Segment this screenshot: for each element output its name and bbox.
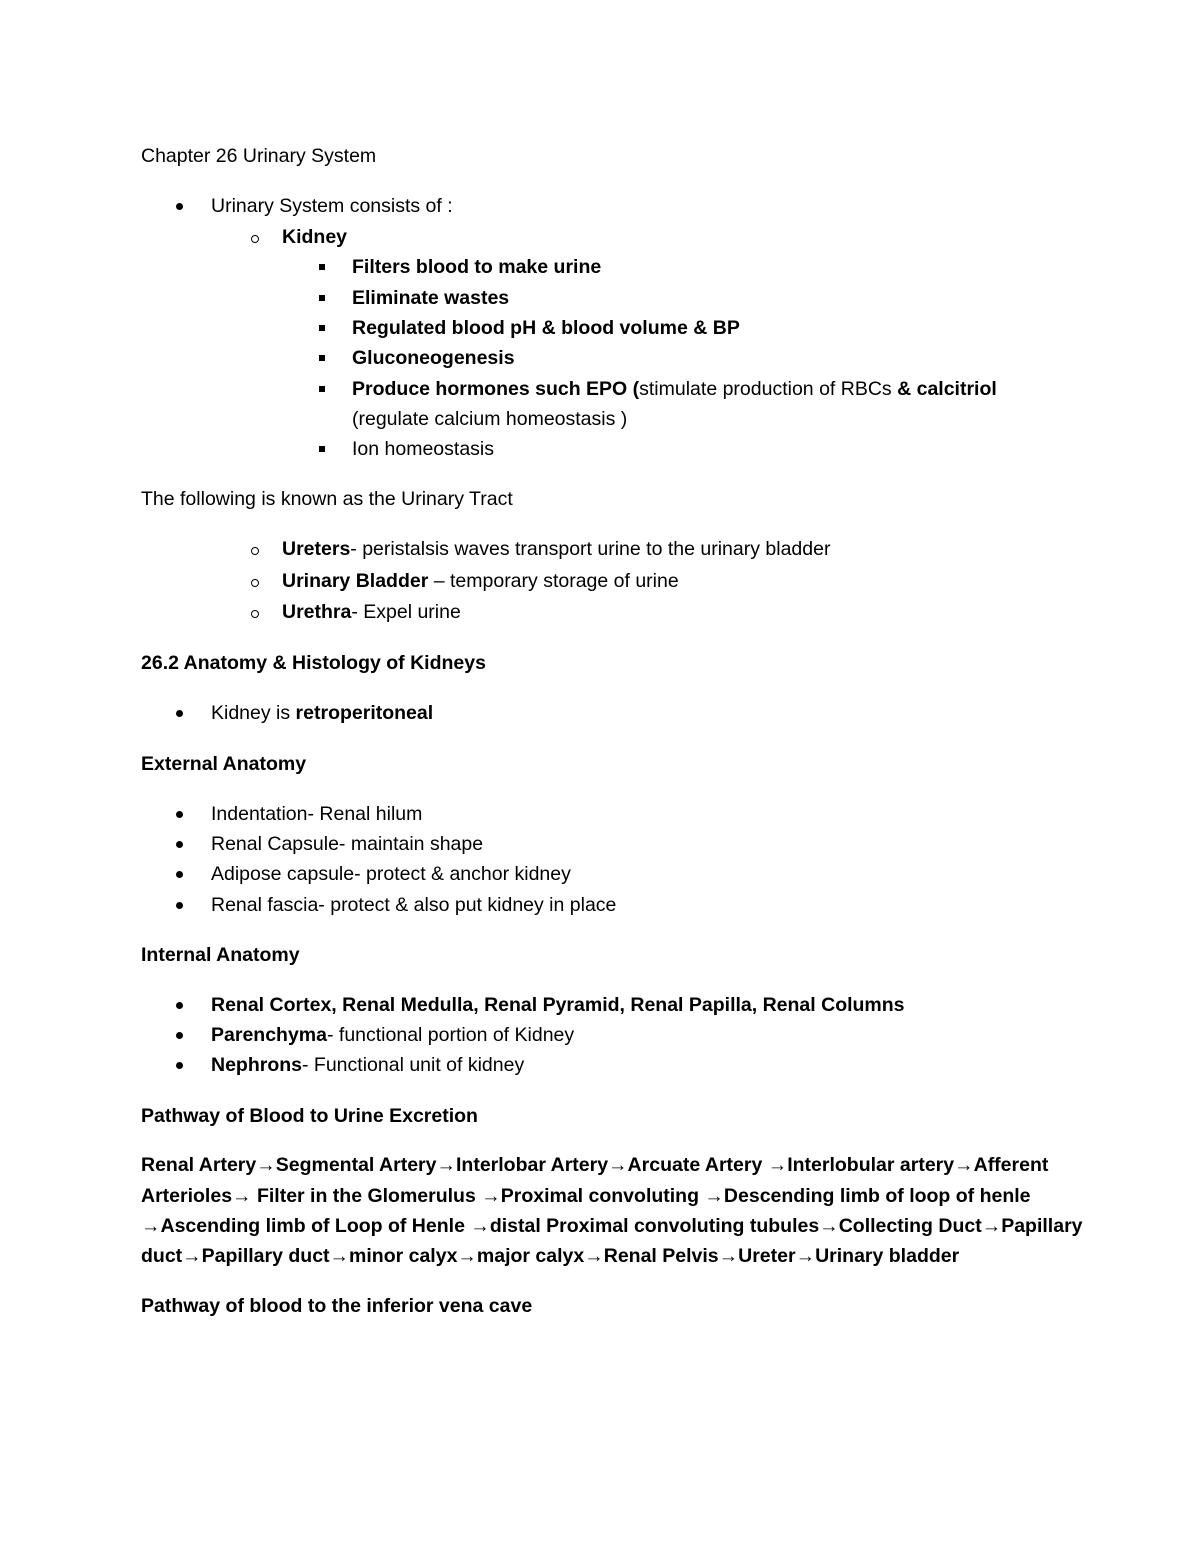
bullet-disc-icon [176,902,183,909]
bullet-circle-icon [251,235,259,243]
hormones-bold-end: & calcitriol [897,378,997,400]
hormones-normal: stimulate production of RBCs [639,378,898,400]
kidney-function-item: Regulated blood pH & blood volume & BP [352,317,740,339]
bullet-disc-icon [176,841,183,848]
pathway-line: →Ascending limb of Loop of Henle →distal Proximal convoluting tubules→Collecting Duct→Papillary [141,1215,1083,1237]
section-heading-anatomy-histology: 26.2 Anatomy & Histology of Kidneys [141,652,486,674]
tract-desc: - Expel urine [351,601,461,623]
section-heading-pathway-urine: Pathway of Blood to Urine Excretion [141,1105,478,1127]
bullet-disc-icon [176,1002,183,1009]
bullet-disc-icon [176,811,183,818]
bullet-square-icon [319,446,325,452]
bullet-disc-icon [176,1062,183,1069]
bullet-disc-icon [176,203,183,210]
tract-intro: The following is known as the Urinary Tract [141,488,513,510]
internal-structures-item: Renal Cortex, Renal Medulla, Renal Pyramid, Renal Papilla, Renal Columns [211,994,905,1016]
bullet-square-icon [319,386,325,392]
pathway-line: duct→Papillary duct→minor calyx→major calyx→Renal Pelvis→Ureter→Urinary bladder [141,1245,960,1267]
list-item-consists-of: Urinary System consists of : [211,195,453,217]
bullet-square-icon [319,295,325,301]
bullet-circle-icon [251,610,259,618]
sublist-item-kidney: Kidney [282,226,348,248]
bullet-circle-icon [251,547,259,555]
external-item: Renal fascia- protect & also put kidney in place [211,894,617,916]
kidney-is-text: Kidney is [211,702,296,724]
list-item-retroperitoneal [211,701,433,725]
bullet-disc-icon [176,871,183,878]
pathway-line: Arterioles→ Filter in the Glomerulus →Proximal convoluting →Descending limb of loop of henle [141,1185,1031,1207]
tract-term: Ureters [282,538,351,560]
tract-item-urethra [282,600,461,624]
bullet-disc-icon [176,1032,183,1039]
kidney-function-ion: Ion homeostasis [352,438,494,460]
internal-desc: - Functional unit of kidney [302,1054,525,1076]
tract-item-ureters [282,537,830,561]
external-item: Indentation- Renal hilum [211,803,423,825]
bullet-square-icon [319,325,325,331]
hormones-continuation: (regulate calcium homeostasis ) [352,408,628,430]
internal-desc: - functional portion of Kidney [326,1024,575,1046]
section-heading-pathway-ivc: Pathway of blood to the inferior vena cave [141,1295,533,1317]
tract-term: Urethra [282,601,352,623]
kidney-function-hormones [352,377,997,401]
external-item: Adipose capsule- protect & anchor kidney [211,863,571,885]
kidney-function-item: Eliminate wastes [352,287,510,309]
section-heading-external-anatomy: External Anatomy [141,753,307,775]
bullet-square-icon [319,355,325,361]
internal-item-nephrons [211,1053,524,1077]
internal-item-parenchyma [211,1023,574,1047]
internal-term: Nephrons [211,1054,303,1076]
external-item: Renal Capsule- maintain shape [211,833,484,855]
bullet-square-icon [319,264,325,270]
tract-term: Urinary Bladder [282,570,429,592]
tract-desc: – temporary storage of urine [428,570,679,592]
tract-desc: - peristalsis waves transport urine to the urinary bladder [350,538,831,560]
hormones-bold-start: Produce hormones such EPO ( [352,378,640,400]
pathway-line: Renal Artery→Segmental Artery→Interlobar Artery→Arcuate Artery →Interlobular artery→Afferent [141,1154,1049,1176]
tract-item-bladder [282,569,679,593]
page-title: Chapter 26 Urinary System [141,145,377,167]
bullet-circle-icon [251,579,259,587]
section-heading-internal-anatomy: Internal Anatomy [141,944,300,966]
bullet-disc-icon [176,710,183,717]
retroperitoneal-term: retroperitoneal [295,702,434,724]
internal-term: Parenchyma [211,1024,327,1046]
kidney-function-item: Gluconeogenesis [352,347,515,369]
kidney-function-item: Filters blood to make urine [352,256,602,278]
